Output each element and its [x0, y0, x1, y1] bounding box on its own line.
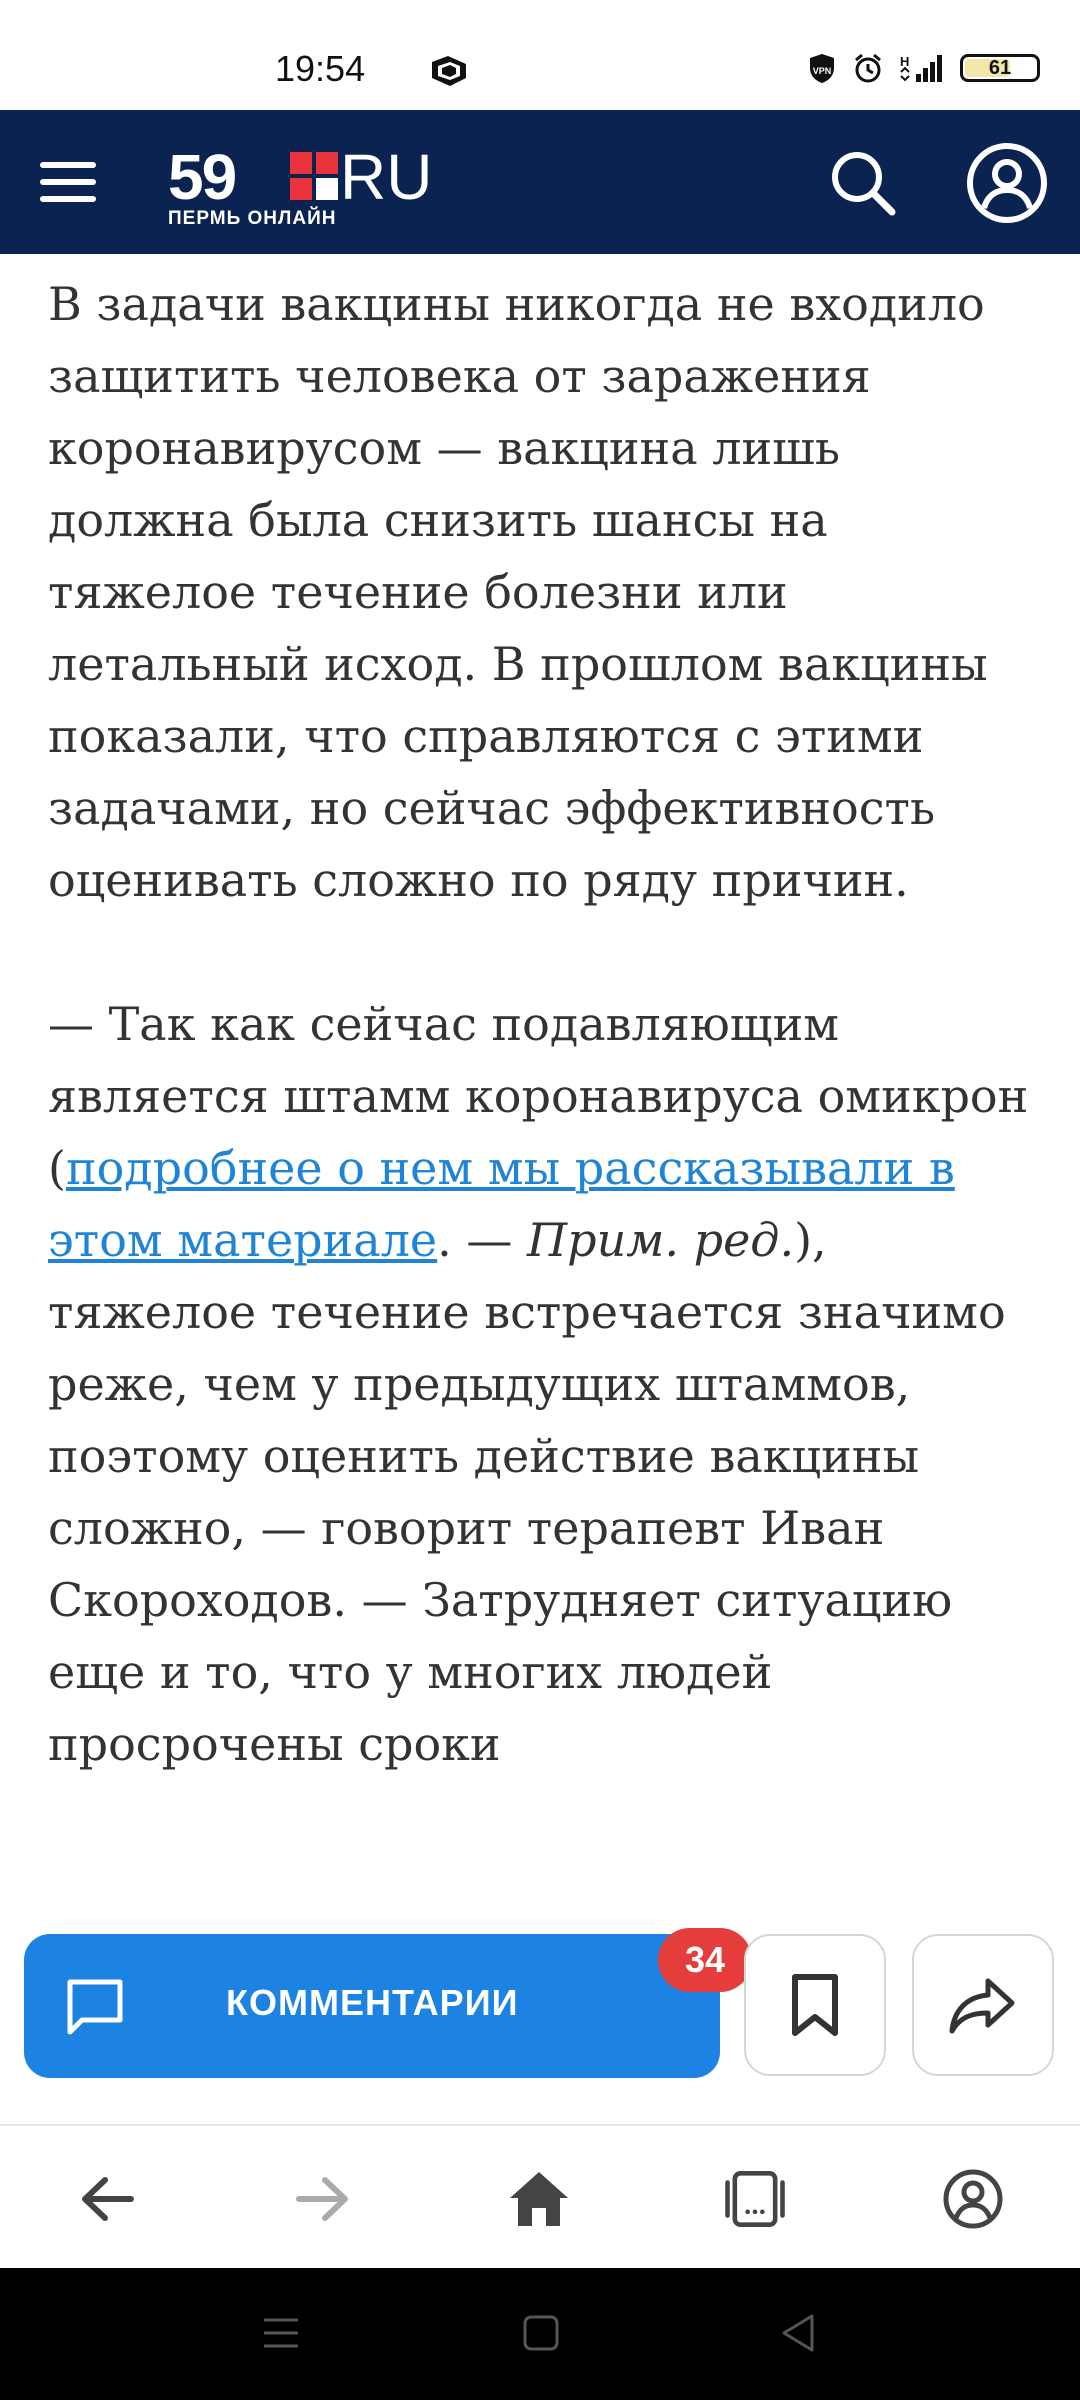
logo-suffix: RU [340, 141, 433, 213]
arrow-left-icon [79, 2174, 135, 2224]
paragraph-text: ), тяжелое течение встречается значимо реже, чем у предыдущих штаммов, поэтому оценить действие вакцины сложно, — говорит терапевт Иван Скороходов. — Затрудняет ситуацию еще и то, что у многих людей просрочены сроки [48, 1213, 1006, 1771]
status-bar [0, 0, 1080, 110]
home-icon [508, 2170, 570, 2228]
share-icon [948, 1975, 1018, 2035]
bookmark-button[interactable] [744, 1934, 886, 2076]
paragraph-text: — Так как сейчас подавляющим является штамм коронавируса омикрон ( [48, 997, 1029, 1195]
user-icon [966, 142, 1048, 224]
search-icon [828, 148, 898, 218]
site-logo[interactable] [168, 142, 448, 232]
alarm-icon [852, 52, 884, 84]
article-body [48, 268, 1038, 1780]
account-button[interactable] [940, 2166, 1006, 2232]
svg-text:VPN: VPN [812, 66, 832, 76]
logo-subtitle: ПЕРМЬ ОНЛАЙН [168, 208, 337, 229]
comments-count-badge: 34 [658, 1928, 752, 1992]
app-notification-icon [428, 54, 470, 90]
arrow-right-icon [295, 2174, 351, 2224]
app-header [0, 110, 1080, 254]
signal-icon [898, 52, 946, 84]
back-button[interactable] [74, 2166, 140, 2232]
recents-menu-icon[interactable] [258, 2310, 304, 2356]
status-time: 19:54 [275, 48, 366, 89]
logo-mark-icon [290, 152, 338, 200]
comments-label: КОММЕНТАРИИ [226, 1982, 519, 2023]
back-triangle-icon[interactable] [776, 2310, 822, 2356]
home-button[interactable] [506, 2166, 572, 2232]
article-link[interactable]: подробнее о нем мы рассказывали в этом материале [48, 1141, 955, 1267]
svg-text:H: H [900, 54, 910, 69]
menu-button[interactable] [40, 158, 100, 206]
account-icon [942, 2168, 1004, 2230]
vpn-icon [806, 52, 838, 84]
search-button[interactable] [828, 148, 898, 218]
profile-button[interactable] [966, 142, 1048, 224]
home-square-icon[interactable] [518, 2310, 564, 2356]
battery-level: 61 [988, 56, 1012, 79]
editor-note: Прим. ред. [527, 1213, 795, 1267]
paragraph-text: . — [437, 1213, 528, 1267]
forward-button[interactable] [290, 2166, 356, 2232]
bookmark-icon [787, 1973, 843, 2037]
article-paragraph [48, 988, 1038, 1780]
tabs-button[interactable] [722, 2166, 788, 2232]
article-action-bar [0, 1908, 1080, 2126]
comments-button[interactable] [24, 1934, 726, 2078]
chat-icon [64, 1976, 126, 2038]
system-navigation-bar [0, 2268, 1080, 2400]
article-paragraph: В задачи вакцины никогда не входило защитить человека от заражения коронавирусом — вакцина лишь должна была снизить шансы на тяжелое течение болезни или летальный исход. В прошлом вакцины показали, что справляются с этими задачами, но сейчас эффективность оценивать сложно по ряду причин. [48, 277, 988, 907]
share-button[interactable] [912, 1934, 1054, 2076]
battery-icon [960, 54, 1040, 82]
tabs-icon [722, 2167, 788, 2231]
browser-navigation-bar [0, 2126, 1080, 2268]
logo-number: 59 [168, 141, 236, 213]
status-icons [806, 52, 1040, 84]
